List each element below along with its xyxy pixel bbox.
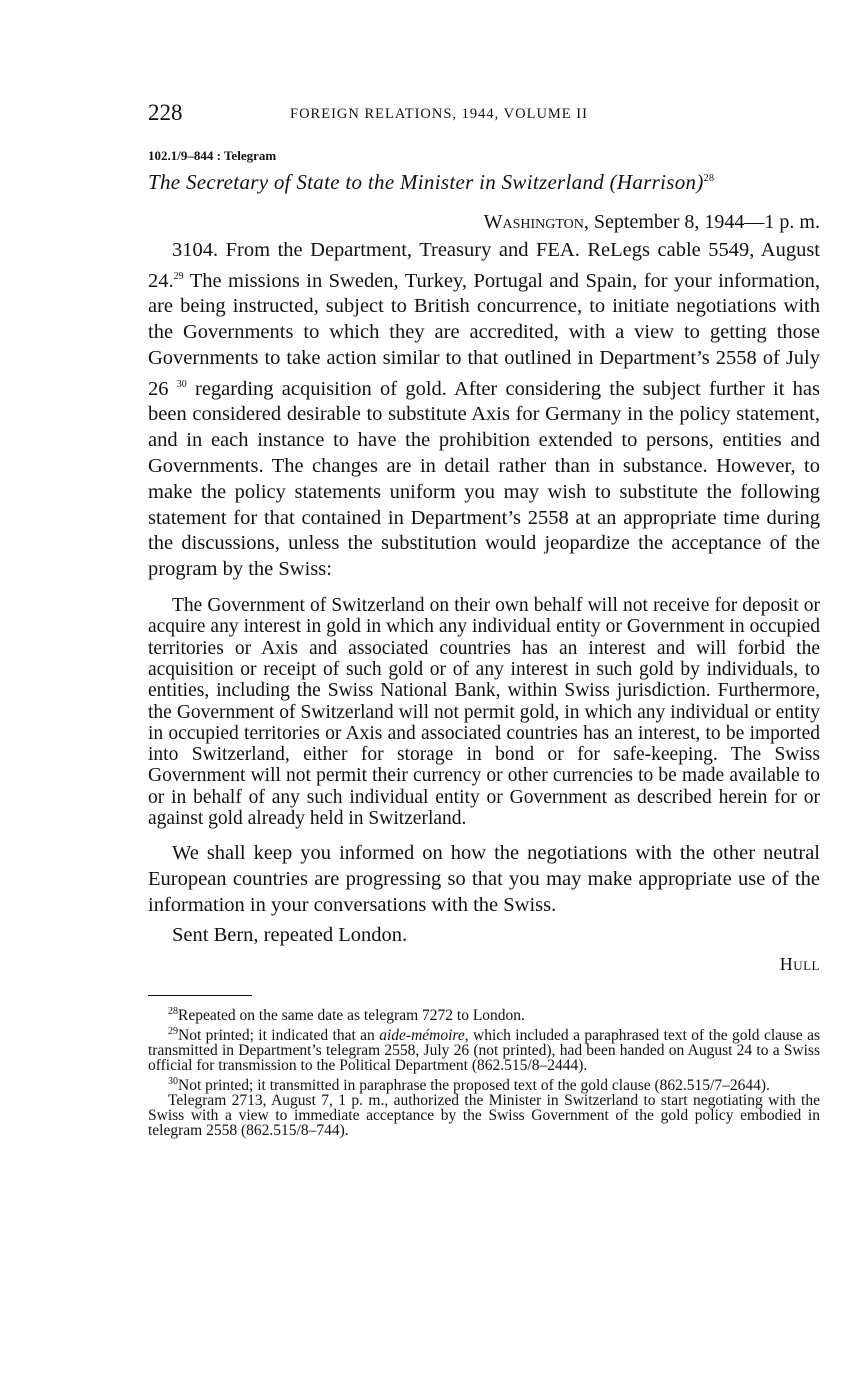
footnote-ref-30: 30 [176, 378, 187, 390]
footnote-text: Repeated on the same date as telegram 7272 to London. [178, 1007, 525, 1025]
paragraph-1-text-b: The missions in Sweden, Turkey, Portugal and Spain, for your information, are being instructed, subject to British concurrence, to initiate negotiations with the Governments to which they are accredited, with a view to getting those Governments to take action similar to that outlined in Department’s 2558 of July 26 [148, 269, 820, 400]
title-text: The Secretary of State to the Minister in Switzerland [148, 170, 605, 194]
paragraph-1-text-a: 3104. From the Department, Treasury and FEA. ReLegs cable 5549, August 24. [148, 239, 820, 292]
footnote-number: 30 [168, 1075, 178, 1087]
paragraph-3: Sent Bern, repeated London. [172, 923, 408, 946]
title-person: (Harrison) [609, 170, 704, 194]
footnote-italic-term: aide-mémoire [379, 1026, 465, 1044]
footnote-30 [148, 1074, 820, 1093]
quoted-statement: The Government of Switzerland on their own behalf will not receive for deposit or acquire any interest in gold in which any individual entity or Government in occupied territories or Axis and associated countries has an interest and will forbid the acquisition or receipt of such gold or of any interest in such gold by individuals, to entities, including the Swiss National Bank, within Swiss jurisdiction. Furthermore, the Government of Switzerland will not permit gold, in which any individual or entity in occupied territories or Axis and associated countries has an interest, to be imported into Switzerland, either for storage in bond or for safe-keeping. The Swiss Government will not permit their currency or other currencies to be made available to or in behalf of any such individual entity or Government as described herein for or against gold already held in Switzerland. [148, 595, 820, 829]
footnotes [148, 1004, 820, 1138]
footnote-text: Not printed; it transmitted in paraphrase the proposed text of the gold clause (862.515/7–2644). [178, 1076, 770, 1094]
paragraph-2: We shall keep you informed on how the negotiations with the other neutral European countries are progressing so that you may make appropriate use of the information in your conversations with the Swiss. [148, 842, 820, 916]
dateline-place: Washington [483, 211, 584, 233]
footnote-ref-28: 28 [703, 173, 715, 184]
footnote-text: Telegram 2713, August 7, 1 p. m., authorized the Minister in Switzerland to start negotiating with the Swiss with a view to immediate acceptance by the Swiss Government of the gold policy embodied in telegram 2558 (862.515/8–744). [148, 1091, 820, 1140]
running-head [148, 100, 820, 134]
footnote-text: Not printed; it indicated that an [178, 1026, 380, 1044]
dateline-date: , September 8, 1944—1 p. m. [583, 211, 820, 233]
file-reference: 102.1/9–844 : Telegram [148, 148, 277, 163]
footnote-30-continued [148, 1093, 820, 1139]
footnote-29 [148, 1024, 820, 1074]
paragraph-1 [148, 238, 820, 583]
footnote-28 [148, 1004, 820, 1023]
document-page [148, 100, 820, 1139]
running-title: FOREIGN RELATIONS, 1944, VOLUME II [290, 106, 588, 122]
footnote-number: 28 [168, 1006, 178, 1018]
footnote-text: , which included a paraphrased text of the gold clause as transmitted in Department’s telegram 2558, July 26 (not printed), had been handed on August 24 to a Swiss official for transmission to the Political Department (862.515/8–2444). [148, 1026, 820, 1075]
page-number: 228 [148, 100, 183, 125]
footnote-ref-29: 29 [173, 270, 184, 282]
footnote-number: 29 [168, 1025, 178, 1037]
paragraph-1-text-c: regarding acquisition of gold. After considering the subject further it has been considered desirable to substitute Axis for Germany in the policy statement, and in each instance to have the prohibition extended to persons, entities and Governments. The changes are in detail rather than in substance. However, to make the policy statements uniform you may wish to substitute the following statement for that contained in Department’s 2558 at an appropriate time during the discussions, unless the substitution would jeopardize the acceptance of the program by the Swiss: [148, 377, 820, 581]
signature: Hull [779, 954, 820, 975]
footnote-divider [148, 995, 252, 996]
dateline [148, 211, 820, 234]
document-title [148, 170, 820, 195]
